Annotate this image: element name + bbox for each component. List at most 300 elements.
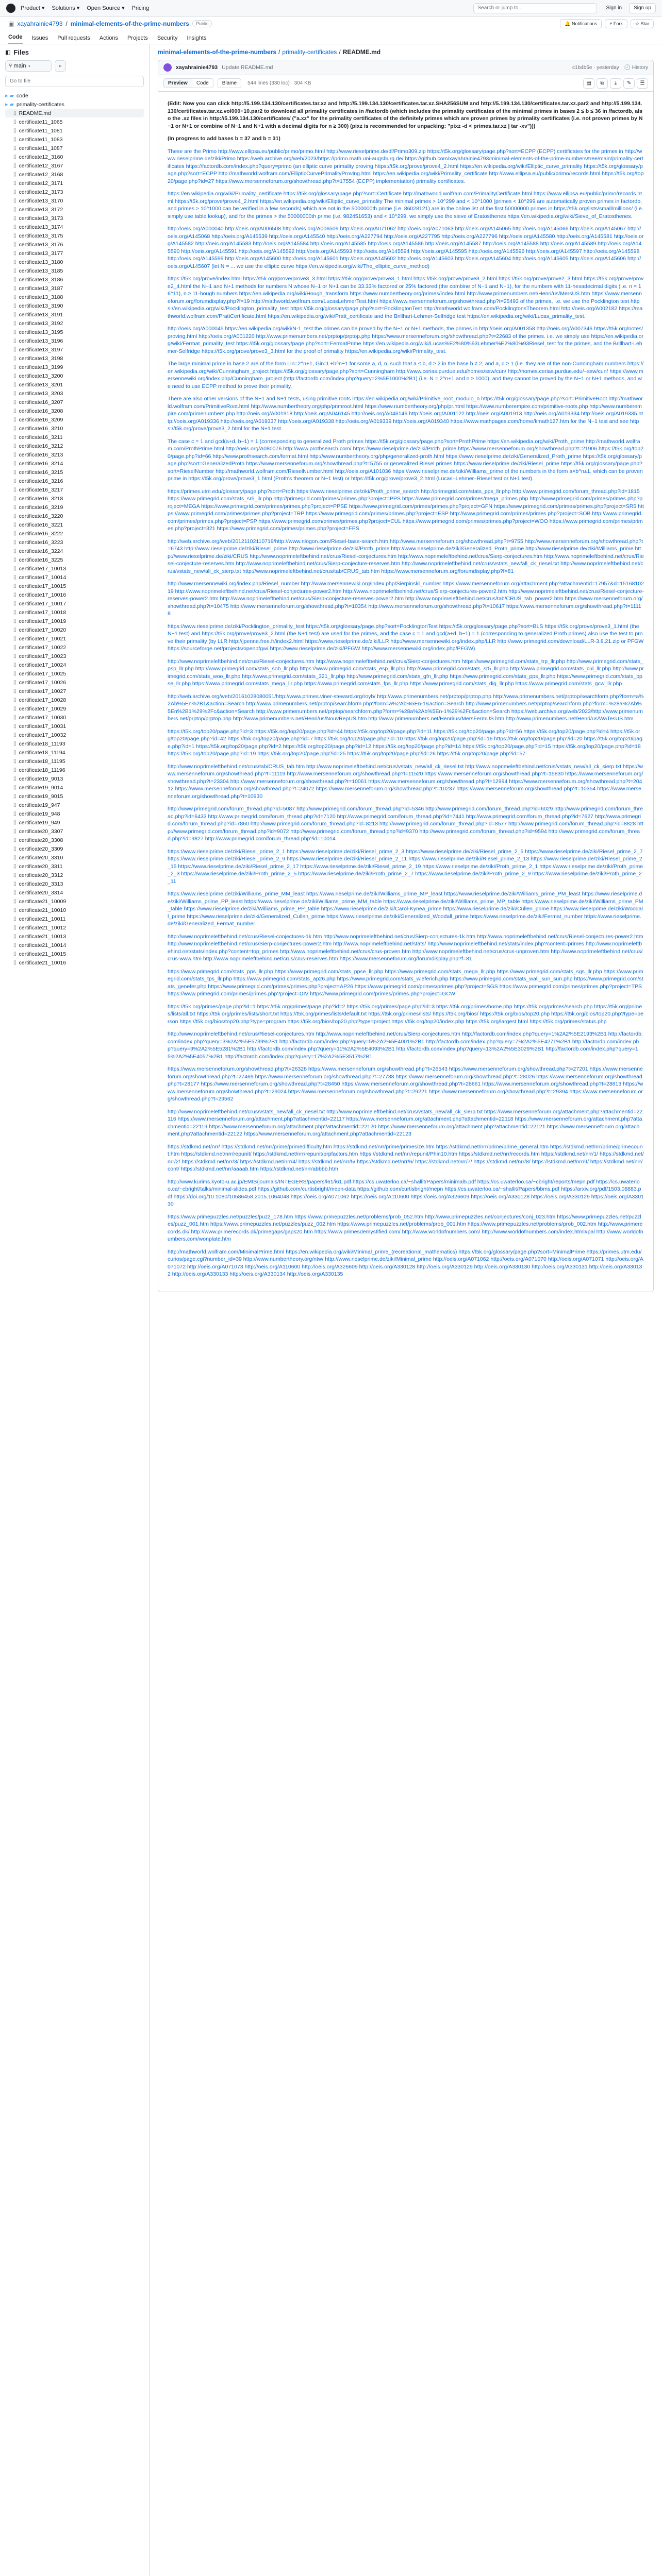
file-icon: ▯	[13, 137, 16, 142]
tree-file[interactable]	[5, 713, 144, 722]
tree-item-label: certificate17_10025	[19, 670, 67, 677]
tree-item-label: certificate16_3216	[19, 478, 63, 484]
tree-file[interactable]	[5, 179, 144, 188]
tree-file[interactable]	[5, 319, 144, 328]
tree-file[interactable]	[5, 748, 144, 757]
tab-actions[interactable]: Actions	[99, 35, 118, 41]
file-icon: ▯	[13, 268, 16, 274]
tree-item-label: certificate13_3180	[19, 259, 63, 265]
avatar[interactable]	[163, 63, 172, 72]
tree-item-label: certificate19_947	[19, 802, 60, 808]
file-icon: ▯	[13, 671, 16, 676]
tree-file[interactable]	[5, 170, 144, 179]
edit-icon[interactable]: ✎	[623, 78, 635, 89]
file-icon: ▯	[13, 233, 16, 239]
repo-name-link[interactable]: minimal-elements-of-the-prime-numbers	[70, 20, 189, 27]
file-icon: ▯	[13, 548, 16, 554]
file-icon: ▯	[13, 934, 16, 939]
file-icon: ▯	[13, 119, 16, 125]
tree-file[interactable]	[5, 923, 144, 932]
nav-open-source[interactable]: Open Source ▾	[87, 5, 125, 11]
tree-file[interactable]	[5, 529, 144, 538]
readme-paragraph: https://www.rieselprime.de/ziki/Pocklington_primality_test https://t5k.org/glossary/page.php?sort=PocklingtonTest https://t5k.org/glossary/page.php?sort=BLS https://t5k.org/prove/prove3_1.html (the N−1 test) and https://t5k.org/prove/prove3_2.html (the N+1 test) are used for the primes, and the case c = 1 and gcd(a+d, b−1) = 1 (corresponding to generalized Proth primes) also use the test to prove their primality (by LLR http://jpenne.free.fr/index2.html https://www.rieselprime.de/ziki/LLR http://www.mersennewiki.org/index.php/LLR http://www.primegrid.com/download/LLR-3.8.21.zip or PFGW https://sourceforge.net/projects/openpfgw/ https://www.rieselprime.de/ziki/PFGW http://www.mersennewiki.org/index.php/PFGW).	[168, 623, 644, 652]
file-icon: ▯	[13, 172, 16, 177]
file-icon: ▯	[13, 513, 16, 519]
file-icon: ▯	[13, 697, 16, 703]
tree-item-label: certificate18_11195	[19, 758, 65, 765]
tree-file[interactable]	[5, 196, 144, 205]
tree-file[interactable]	[5, 266, 144, 275]
tree-file[interactable]	[5, 450, 144, 459]
readme-paragraphs	[168, 148, 644, 1278]
tree-file[interactable]	[5, 573, 144, 582]
tree-item-label: certificate17_10032	[19, 732, 67, 738]
file-icon: ▯	[13, 741, 16, 747]
tree-item-label: certificate21_10016	[19, 959, 67, 966]
tree-item-label: certificate17_10013	[19, 565, 67, 572]
star-button[interactable]: ☆ Star	[631, 19, 654, 28]
readme-paragraph: http://www.kurims.kyoto-u.ac.jp/EMIS/journals/INTEGERS/papers/i61/i61.pdf https://cs.uwaterloo.ca/~shallit/Papers/minimal5.pdf https://cs.uwaterloo.ca/~cbright/reports/mepn.pdf https://cs.uwaterloo.ca/~cbright/talks/minimal-slides.pdf https://github.com/curtisbright/mepn-data https://github.com/curtisbright/mepn https://cs.uwaterloo.ca/~shallit/Papers/bbms.pdf https://arxiv.org/pdf/1503.08883.pdf https://doi.org/10.1080/10586458.2015.1064048 https://oeis.org/A071062 https://oeis.org/A110600 https://oeis.org/A326609 https://oeis.org/A330128 https://oeis.org/A330129 https://oeis.org/A330130	[168, 1178, 644, 1207]
tree-file[interactable]	[5, 109, 144, 117]
sign-in-link[interactable]: Sign in	[606, 5, 622, 11]
file-icon: ▯	[13, 522, 16, 528]
tree-item-label: certificate13_3177	[19, 250, 63, 257]
readme-paragraph: https://www.rieselprime.de/ziki/Riesel_prime_2_1 https://www.rieselprime.de/ziki/Riesel_prime_2_3 https://www.rieselprime.de/ziki/Riesel_prime_2_5 https://www.rieselprime.de/ziki/Riesel_prime_2_7 https://www.rieselprime.de/ziki/Riesel_prime_2_9 https://www.rieselprime.de/ziki/Riesel_prime_2_11 https://www.rieselprime.de/ziki/Riesel_prime_2_13 https://www.rieselprime.de/ziki/Riesel_prime_2_15 https://www.rieselprime.de/ziki/Riesel_prime_2_17 https://www.rieselprime.de/ziki/Riesel_prime_2_19 https://www.rieselprime.de/ziki/Proth_prime_2_1 https://www.rieselprime.de/ziki/Proth_prime_2_3 https://www.rieselprime.de/ziki/Proth_prime_2_5 https://www.rieselprime.de/ziki/Proth_prime_2_7 https://www.rieselprime.de/ziki/Proth_prime_2_9 https://www.rieselprime.de/ziki/Proth_prime_2_11	[168, 848, 643, 885]
main-content	[150, 44, 662, 2576]
tree-item-label: certificate21_10010	[19, 907, 67, 913]
tree-file[interactable]	[5, 739, 144, 748]
blame-button[interactable]: Blame	[218, 78, 241, 88]
tree-file[interactable]	[5, 345, 144, 354]
tree-file[interactable]	[5, 494, 144, 503]
readme-paragraph: http://www.mersennewiki.org/index.php/Riesel_number http://www.mersennewiki.org/index.php/Sierpinski_number https://www.mersenneforum.org/attachment.php?attachmentid=17957&d=1516810219 http://www.noprimeleftbehind.net/crus/Riesel-conjectures-power2.htm http://www.noprimeleftbehind.net/crus/Sierp-conjectures-power2.htm http://www.noprimeleftbehind.net/crus/Riesel-conjecture-reserves-power2.htm http://www.noprimeleftbehind.net/crus/Sierp-conjecture-reserves-power2.htm http://www.noprimeleftbehind.net/crus/tab/CRUS_tab_power2.htm https://www.mersenneforum.org/showthread.php?t=10475 http://www.mersenneforum.org/showthread.php?t=10354 http://www.mersenneforum.org/showthread.php?t=10617 https://www.mersenneforum.org/showthread.php?t=11118	[168, 581, 644, 617]
file-icon: ▯	[13, 128, 16, 133]
tree-file[interactable]	[5, 871, 144, 879]
tab-projects[interactable]: Projects	[127, 35, 148, 41]
tree-file[interactable]	[5, 144, 144, 152]
tree-item-label: README.md	[19, 110, 51, 116]
nav-solutions[interactable]: Solutions ▾	[52, 5, 80, 11]
file-icon: ▯	[13, 259, 16, 265]
tree-file[interactable]	[5, 520, 144, 529]
tree-file[interactable]	[5, 354, 144, 363]
tree-file[interactable]	[5, 477, 144, 485]
file-icon: ▯	[13, 242, 16, 247]
copy-icon[interactable]: ⧉	[597, 78, 608, 89]
tree-item-label: certificate11_1083	[19, 136, 63, 143]
tree-item-label: certificate17_10031	[19, 723, 67, 730]
file-icon: ▯	[13, 574, 16, 580]
tree-file[interactable]	[5, 468, 144, 477]
tree-file[interactable]	[5, 161, 144, 170]
file-icon: ▯	[13, 846, 16, 852]
tree-file[interactable]	[5, 258, 144, 266]
tree-item-label: certificate21_10012	[19, 924, 67, 931]
tree-file[interactable]	[5, 617, 144, 625]
tree-item-label: certificate17_10021	[19, 635, 67, 642]
tree-file[interactable]	[5, 135, 144, 144]
tree-file[interactable]	[5, 152, 144, 161]
file-icon: ▯	[13, 312, 16, 317]
tree-file[interactable]	[5, 310, 144, 319]
folder-icon: ▸ ▰	[5, 101, 14, 108]
file-icon: ▯	[13, 355, 16, 361]
tree-file[interactable]	[5, 836, 144, 844]
tree-item-label: certificate17_10026	[19, 679, 67, 686]
tree-file[interactable]	[5, 117, 144, 126]
repo-icon: ▣	[8, 20, 14, 27]
tree-item-label: certificate13_3197	[19, 346, 63, 353]
repo-tabs	[0, 31, 662, 44]
file-icon: ▯	[13, 601, 16, 606]
file-icon: ▯	[13, 802, 16, 808]
readme-paragraph: The case c = 1 and gcd(a+d, b−1) = 1 (corresponding to generalized Proth primes https://t5k.org/glossary/page.php?sort=ProthPrime https://en.wikipedia.org/wiki/Proth_prime http://mathworld.wolfram.com/ProthPrime.html http://oeis.org/A080076 http://www.prothsearch.com/ https://www.rieselprime.de/ziki/Proth_prime https://www.mersenneforum.org/showthread.php?t=21906 https://t5k.org/top20/page.php?id=66 http://www.prothsearch.com/fermat.html http://www.numbertheory.org/php/generalized-proth.html https://www.rieselprime.de/ziki/Generalized_Proth_prime https://t5k.org/glossary/page.php?sort=GeneralizedProth https://www.mersenneforum.org/showthread.php?t=5755 or generalized Riesel primes https://www.rieselprime.de/ziki/Riesel_prime https://t5k.org/glossary/page.php?sort=RieselNumber http://mathworld.wolfram.com/RieselNumber.html http://oeis.org/A101036 https://www.rieselprime.de/ziki/Williams_prime of the numbers in the form a×b^n±1, which can be proven prime in https://t5k.org/prove/prove3_1.html (Proth's theorem or N−1 test) or https://t5k.org/prove/prove3_2.html (Lucas–Lehmer–Riesel test or N+1 test).	[168, 438, 643, 482]
breadcrumb	[158, 48, 654, 56]
file-icon: ▯	[13, 539, 16, 545]
file-icon: ▯	[13, 785, 16, 790]
tree-file[interactable]	[5, 293, 144, 301]
tab-security[interactable]: Security	[157, 35, 178, 41]
tree-file[interactable]	[5, 249, 144, 258]
tree-item-label: code	[16, 92, 28, 99]
tree-file[interactable]	[5, 932, 144, 941]
tree-file[interactable]	[5, 275, 144, 284]
tree-file[interactable]	[5, 406, 144, 415]
tree-file[interactable]	[5, 941, 144, 950]
download-icon[interactable]: ⤓	[610, 78, 621, 89]
tree-item-label: certificate11_1081	[19, 127, 63, 134]
file-icon: ▯	[13, 776, 16, 782]
tree-file[interactable]	[5, 687, 144, 696]
tree-file[interactable]	[5, 792, 144, 801]
tree-item-label: certificate21_10015	[19, 951, 67, 957]
tree-item-label: certificate17_10029	[19, 705, 67, 712]
tree-folder[interactable]	[5, 100, 144, 109]
tree-file[interactable]	[5, 888, 144, 897]
readme-paragraph: https://t5k.org/primes/page.php?id=1 https://t5k.org/primes/page.php?id=2 https://t5k.org/primes/page.php?id=3 https://t5k.org/primes/home.php https://t5k.org/primes/search.php https://t5k.org/primes/lists/all.txt https://t5k.org/primes/lists/short.txt https://t5k.org/primes/lists/default.txt https://t5k.org/primes/lists/ https://t5k.org/bios/ https://t5k.org/bios/top20.php https://t5k.org/bios/top20.php?type=person https://t5k.org/bios/top20.php?type=program https://t5k.org/bios/top20.php?type=project https://t5k.org/top20/index.php https://t5k.org/largest.html https://t5k.org/primes/status.php	[168, 1003, 643, 1025]
file-icon: ▯	[13, 951, 16, 957]
tree-item-label: certificate16_3225	[19, 556, 63, 563]
github-logo-icon[interactable]	[6, 4, 15, 13]
file-icon: ▯	[13, 899, 16, 904]
tree-item-label: certificate11_1087	[19, 145, 63, 151]
readme-paragraph: http://www.noprimeleftbehind.net/crus/Riesel-conjectures.htm http://www.noprimeleftbehind.net/crus/Sierp-conjectures.htm http://factordb.com/index.php?query=1%2A2%5E2193%2B1 http://factordb.com/index.php?query=3%2A2%5E5739%2B1 http://factordb.com/index.php?query=5%2A2%5E4001%2B1 http://factordb.com/index.php?query=7%2A2%5E4271%2B1 http://factordb.com/index.php?query=9%2A2%5E5281%2B1 http://factordb.com/index.php?query=11%2A2%5E4093%2B1 http://factordb.com/index.php?query=13%2A2%5E3029%2B1 http://factordb.com/index.php?query=15%2A2%5E4057%2B1 http://factordb.com/index.php?query=17%2A2%5E3517%2B1	[168, 1031, 643, 1060]
tree-item-label: certificate13_3176	[19, 241, 63, 248]
file-icon: ▯	[13, 347, 16, 352]
file-icon: ▯	[13, 960, 16, 965]
tree-file[interactable]	[5, 205, 144, 214]
file-icon: ▯	[13, 653, 16, 659]
tree-item-label: certificate13_3198	[19, 355, 63, 362]
file-icon: ▯	[13, 145, 16, 151]
readme-paragraph: The large minimal prime in base 2 are of the form Lin=2^n+1, Gin=L+b^n−1 for some a, d, n, such that a ≤ b, d ≥ 2 in the base b ≠ 2, and a, d ≥ 1 (i.e. they are of the non-Cunningham numbers https://en.wikipedia.org/wiki/Cunningham_project https://t5k.org/glossary/page.php?sort=Cunningham http://www.cerias.purdue.edu/homes/ssw/cun/ http://homes.cerias.purdue.edu/~ssw/cun/ https://www.mersennewiki.org/index.php/Cunningham_project (http://factordb.com/index.php?query=2%5E1000%2B1) (i.e. N = 2^n+1 and n ≥ 1000), and they cannot be proved by the N−1 or N+1 methods, and we need to use ECPP method to prove their primality.	[168, 361, 644, 389]
sign-up-button[interactable]: Sign up	[629, 3, 656, 13]
tree-file[interactable]	[5, 459, 144, 468]
breadcrumb-sep: /	[278, 48, 280, 56]
search-icon[interactable]: ⌕	[55, 60, 66, 72]
readme-paragraph: http://web.archive.org/web/20121102110719/http://www.nlogon.com/Riesel-base-search.htm http://www.mersenneforum.org/showthread.php?t=9755 http://www.mersenneforum.org/showthread.php?t=6743 http://www.rieselprime.de/ziki/Riesel_prime http://www.rieselprime.de/ziki/Proth_prime http://www.rieselprime.de/ziki/Generalized_Proth_prime http://www.rieselprime.de/ziki/Williams_prime http://www.rieselprime.de/ziki/CRUS http://www.noprimeleftbehind.net/crus/Riesel-conjectures.htm http://www.noprimeleftbehind.net/crus/Sierp-conjectures.htm http://www.noprimeleftbehind.net/crus/Riesel-conjecture-reserves.htm http://www.noprimeleftbehind.net/crus/Sierp-conjecture-reserves.htm http://www.noprimeleftbehind.net/crus/vstats_new/all_ck_riesel.txt http://www.noprimeleftbehind.net/crus/vstats_new/all_ck_sierp.txt http://www.noprimeleftbehind.net/crus/tab/CRUS_tab.htm https://www.mersenneforum.org/forumdisplay.php?f=81	[168, 538, 644, 574]
file-icon: ▯	[13, 793, 16, 799]
readme-intro: (Edit: Now you can click http://5.199.134.130/certificates.tar.xz and http://5.199.134.130/certificates.tar.xz.SHA256SUM and http://5.199.134.130/certificates.tar.xz.par2 and http://5.199.134.130/certificates.tar.xz.vol000+10.par2 to download all primality certificates in /factordb (which includes the primality certificates of the minimal primes in bases 2 ≤ b ≤ 36 in /factordb, also the .xz files in http://5.199.134.130/certificates/ ("a.xz" for the primality certificates of the definitely primes which are proven primes by primality certificates (i.e. not proven primes by N−1 or N+1 or combine of N−1 and N+1 with a decimal digits for n ≥ 300) (pixz is recommended for unpacking: "pixz -d < primes.tar.xz | tar -xv")))	[168, 100, 643, 129]
readme-paragraph: https://en.wikipedia.org/wiki/Primality_certificate https://t5k.org/glossary/page.php?sort=Certificate http://mathworld.wolfram.com/PrimalityCertificate.html https://www.ellipsa.eu/public/primo/records.html https://t5k.org/prove/prove4_2.html https://en.wikipedia.org/wiki/Elliptic_curve_primality The minimal primes > 10^299 and < 10^1000 (primes < 10^299 are automatically proven primes in factordb, and primes > 10^1000 can be verified in a few seconds) which are not in the 5000000th prime (i.e. 86028121) are in the online list of the first 50000000 primes in https://t5k.org/lists/small/millions/ (i.e. simply use table lookup), and for the primes > the 50000000th prime (i.e. 982451653) and < 10^299, we simply use the sieve of Eratosthenes https://en.wikipedia.org/wiki/Sieve_of_Eratosthenes.	[168, 191, 643, 219]
tree-item-label: certificate13_3191	[19, 311, 63, 318]
tree-file[interactable]	[5, 660, 144, 669]
tree-item-label: certificate16_3221	[19, 521, 63, 528]
file-icon: ▯	[13, 863, 16, 869]
repo-owner-link[interactable]: xayahrainie4793	[17, 20, 63, 27]
tab-code[interactable]: Code	[8, 34, 23, 44]
file-tree	[5, 91, 144, 967]
tree-file[interactable]	[5, 652, 144, 660]
tree-file[interactable]	[5, 214, 144, 223]
tree-item-label: certificate16_3210	[19, 425, 63, 432]
tree-file[interactable]	[5, 328, 144, 336]
readme-paragraph: http://oeis.org/A000045 https://en.wikipedia.org/wiki/N-1_test the primes can be proved by the N−1 or N+1 methods, the primes in http://oeis.org/A001358 http://oeis.org/A007346 https://t5k.org/notes/proving.html http://oeis.org/A001220 http://www.primenumbers.net/prptop/prptop.php https://www.mersenneforum.org/showthread.php?t=22683 of the primes. i.e. we simply use https://en.wikipedia.org/wiki/Fermat_primality_test https://t5k.org/glossary/page.php?sort=FermatPrime https://en.wikipedia.org/wiki/Lucas%E2%80%93Lehmer%E2%80%93Riesel_test for the primes, and the Brillhart-Lehmer-Selfridge https://t5k.org/prove/prove3_3.html for the proof of primality https://en.wikipedia.org/wiki/Primality_test.	[168, 326, 644, 354]
code-button[interactable]: Code	[192, 78, 213, 88]
file-icon: ▯	[13, 750, 16, 755]
latest-commit-bar	[158, 60, 654, 75]
tree-file[interactable]	[5, 424, 144, 433]
tree-file[interactable]	[5, 188, 144, 196]
tab-insights[interactable]: Insights	[187, 35, 207, 41]
tree-file[interactable]	[5, 363, 144, 371]
tree-item-label: certificate11_1065	[19, 118, 63, 125]
branch-select[interactable]: ⑂ main ▾	[5, 60, 52, 72]
site-nav	[21, 5, 149, 11]
preview-button[interactable]: Preview	[163, 78, 192, 88]
tree-item-label: certificate16_3223	[19, 539, 63, 546]
readme-content	[158, 92, 653, 1292]
tree-item-label: certificate17_10019	[19, 618, 67, 624]
tree-file[interactable]	[5, 512, 144, 520]
tree-item-label: certificate16_3217	[19, 486, 63, 493]
tree-file[interactable]	[5, 774, 144, 783]
tree-item-label: certificate13_3192	[19, 320, 63, 327]
tree-item-label: certificate13_3175	[19, 232, 63, 239]
tree-item-label: certificate16_3222	[19, 530, 63, 537]
tree-file[interactable]	[5, 722, 144, 731]
tree-file[interactable]	[5, 126, 144, 135]
commit-author[interactable]: xayahrainie4793	[176, 64, 218, 71]
breadcrumb-repo[interactable]: minimal-elements-of-the-prime-numbers	[158, 48, 277, 56]
nav-pricing[interactable]: Pricing	[131, 5, 150, 11]
folder-icon: ▸ ▰	[5, 93, 14, 99]
tree-file[interactable]	[5, 389, 144, 398]
readme-paragraph: https://t5k.org/prove/index.html https://t5k.org/prove/prove3_3.html https://t5k.org/prove/prove3_1.html https://t5k.org/prove/prove3_2.html https://t5k.org/prove/prove2_3.html https://t5k.org/prove/prove2_4.html the N−1 and N+1 methods for numbers N whose N−1 or N+1 can be 33.33% factored or 25% factored (the combine of N−1 and N+1), for the numbers with 11-hexadecimal digits (i.e. n = 16^11), n ≥ 11-hough numbers https://en.wikipedia.org/wiki/Hough_transform https://www.numbertheory.org/primes/index.html http://www.primenumbers.net/Henri/us/MersUS.htm https://www.mersenneforum.org/forumdisplay.php?f=19 http://mathworld.wolfram.com/LucasLehmerTest.html https://www.mersenneforum.org/showthread.php?t=25493 of the primes, i.e. we use the Pocklington test https://en.wikipedia.org/wiki/Pocklington_primality_test https://t5k.org/glossary/page.php?sort=PocklingtonTest http://mathworld.wolfram.com/PocklingtonsTheorem.html http://oeis.org/A002182 https://mathworld.wolfram.com/PrattCertificate.html https://en.wikipedia.org/wiki/Pratt_certificate and the Brillhart-Lehmer-Selfridge test https://en.wikipedia.org/wiki/Lucas_primality_test.	[168, 276, 644, 319]
sidebar-collapse-icon[interactable]: ◧	[5, 49, 11, 56]
site-header	[0, 0, 662, 16]
readme-paragraph: http://www.noprimeleftbehind.net/crus/Riesel-conjectures-1k.htm http://www.noprimeleftbehind.net/crus/Sierp-conjectures-1k.htm http://www.noprimeleftbehind.net/crus/Riesel-conjectures-power2.htm http://www.noprimeleftbehind.net/crus/Sierp-conjectures-power2.htm http://www.noprimeleftbehind.net/stats/ http://www.noprimeleftbehind.net/stats/index.php?content=primes http://www.noprimeleftbehind.net/stats/index.php?content=top_primes http://www.noprimeleftbehind.net/crus/crus-proven.htm http://www.noprimeleftbehind.net/crus/crus-unproven.htm http://www.noprimeleftbehind.net/crus/crus-www.htm http://www.noprimeleftbehind.net/crus/crus-reserves.htm https://www.mersenneforum.org/forumdisplay.php?f=81	[168, 933, 643, 962]
tree-file[interactable]	[5, 914, 144, 923]
file-icon: ▯	[13, 680, 16, 685]
file-icon: ▯	[13, 285, 16, 291]
file-icon: ▯	[13, 662, 16, 668]
tree-item-label: certificate17_10017	[19, 600, 67, 607]
file-icon: ▯	[13, 215, 16, 221]
tree-file[interactable]	[5, 415, 144, 424]
file-icon: ▯	[13, 645, 16, 650]
outline-icon[interactable]: ☰	[637, 78, 648, 89]
tree-file[interactable]	[5, 590, 144, 599]
fork-button[interactable]: ⑂ Fork	[605, 19, 627, 28]
tree-file[interactable]	[5, 897, 144, 906]
tree-file[interactable]	[5, 950, 144, 958]
file-icon: ▯	[13, 364, 16, 370]
tree-item-label: certificate19_9015	[19, 793, 63, 800]
tree-file[interactable]	[5, 564, 144, 573]
tree-file[interactable]	[5, 485, 144, 494]
readme-paragraph: https://www.mersenneforum.org/showthread.php?t=26328 https://www.mersenneforum.org/showthread.php?t=26543 https://www.mersenneforum.org/showthread.php?t=27201 https://www.mersenneforum.org/showthread.php?t=27469 https://www.mersenneforum.org/showthread.php?t=27738 https://www.mersenneforum.org/showthread.php?t=28026 https://www.mersenneforum.org/showthread.php?t=28177 https://www.mersenneforum.org/showthread.php?t=28450 https://www.mersenneforum.org/showthread.php?t=28661 https://www.mersenneforum.org/showthread.php?t=28813 https://www.mersenneforum.org/showthread.php?t=29024 https://www.mersenneforum.org/showthread.php?t=29221 https://www.mersenneforum.org/showthread.php?t=29394 https://www.mersenneforum.org/showthread.php?t=29562	[168, 1066, 644, 1102]
file-icon: ▯	[13, 636, 16, 641]
breadcrumb-file: README.md	[342, 48, 381, 56]
file-icon: ▯	[13, 618, 16, 624]
tree-item-label: certificate20_3312	[19, 872, 63, 878]
nav-product[interactable]: Product ▾	[21, 5, 45, 11]
file-toolbar	[158, 75, 653, 92]
tree-file[interactable]	[5, 844, 144, 853]
tree-item-label: certificate17_10018	[19, 609, 67, 616]
tree-item-label: certificate20_3309	[19, 845, 63, 852]
tree-file[interactable]	[5, 371, 144, 380]
tree-file[interactable]	[5, 696, 144, 704]
go-to-file-input[interactable]: Go to file	[5, 76, 144, 87]
tree-item-label: certificate13_3201	[19, 381, 63, 388]
repo-separator: /	[65, 20, 68, 27]
file-icon: ▯	[13, 627, 16, 633]
visibility-badge: Public	[192, 20, 212, 27]
tree-file[interactable]	[5, 433, 144, 442]
tree-item-label: certificate18_11194	[19, 749, 65, 756]
commit-hash[interactable]: c1b4b5e · yesterday	[572, 64, 619, 71]
tab-issues[interactable]: Issues	[31, 35, 48, 41]
file-icon: ▯	[13, 277, 16, 282]
file-icon: ▯	[13, 461, 16, 466]
file-icon: ▯	[13, 828, 16, 834]
file-icon: ▯	[13, 688, 16, 694]
tree-file[interactable]	[5, 958, 144, 967]
repo-header	[0, 16, 662, 31]
tree-file[interactable]	[5, 608, 144, 617]
tree-item-label: certificate19_9013	[19, 775, 63, 782]
tree-item-label: certificate13_3186	[19, 276, 63, 283]
tree-file[interactable]	[5, 853, 144, 862]
tree-file[interactable]	[5, 906, 144, 914]
tree-file[interactable]	[5, 223, 144, 231]
file-icon: ▯	[13, 925, 16, 930]
tree-item-label: certificate16_3207	[19, 399, 63, 405]
tree-file[interactable]	[5, 704, 144, 713]
file-icon: ▯	[13, 942, 16, 948]
tree-file[interactable]	[5, 818, 144, 827]
tree-file[interactable]	[5, 766, 144, 774]
tree-item-label: certificate16_3209	[19, 416, 63, 423]
tree-file[interactable]	[5, 301, 144, 310]
breadcrumb-sep: /	[339, 48, 341, 56]
tree-item-label: certificate21_10013	[19, 933, 67, 940]
tree-file[interactable]	[5, 643, 144, 652]
tree-file[interactable]	[5, 284, 144, 293]
tree-file[interactable]	[5, 879, 144, 888]
file-icon: ▯	[13, 338, 16, 344]
commit-message[interactable]: Update README.md	[222, 64, 273, 71]
readme-progress-note: (In progress to add bases b = 37 and b = 31)	[168, 135, 280, 142]
readme-paragraph: https://www.primegrid.com/stats_pps_llr.php https://www.primegrid.com/stats_ppse_llr.php https://www.primegrid.com/stats_mega_llr.php https://www.primegrid.com/stats_sgs_llr.php https://www.primegrid.com/stats_tps_llr.php https://www.primegrid.com/stats_ap26.php https://www.primegrid.com/stats_wieferich.php https://www.primegrid.com/stats_wall_sun_sun.php https://www.primegrid.com/stats_genefer.php https://www.primegrid.com/primes/primes.php?project=AP26 https://www.primegrid.com/primes/primes.php?project=SGS https://www.primegrid.com/primes/primes.php?project=TPS https://www.primegrid.com/primes/primes.php?project=DIV https://www.primegrid.com/primes/primes.php?project=GCW	[168, 968, 643, 997]
tree-file[interactable]	[5, 336, 144, 345]
global-search-input[interactable]: Search or jump to...	[473, 3, 597, 13]
readme-paragraph: http://www.noprimeleftbehind.net/crus/Riesel-conjectures.htm http://www.noprimeleftbehind.net/crus/Sierp-conjectures.htm https://www.primegrid.com/stats_trp_llr.php http://www.primegrid.com/stats_psp_llr.php http://www.primegrid.com/stats_sob_llr.php https://www.primegrid.com/stats_esp_llr.php http://www.primegrid.com/stats_sr5_llr.php http://www.primegrid.com/stats_cul_llr.php http://www.primegrid.com/stats_woo_llr.php http://www.primegrid.com/stats_321_llr.php http://www.primegrid.com/stats_gfn_llr.php https://www.primegrid.com/stats_pps_llr.php https://www.primegrid.com/stats_ppse_llr.php https://www.primegrid.com/stats_mega_llr.php https://www.primegrid.com/stats_fps_llr.php https://www.primegrid.com/stats_dig_llr.php https://www.primegrid.com/stats_gcw_llr.php	[168, 658, 644, 687]
tree-file[interactable]	[5, 503, 144, 512]
file-icon: ▯	[13, 434, 16, 440]
tree-file[interactable]	[5, 783, 144, 792]
history-link[interactable]: 🕘 History	[624, 64, 648, 71]
tree-file[interactable]	[5, 240, 144, 249]
tree-file[interactable]	[5, 582, 144, 590]
tree-file[interactable]	[5, 442, 144, 450]
file-icon: ▯	[13, 207, 16, 212]
readme-paragraph: http://www.noprimeleftbehind.net/crus/tab/CRUS_tab.htm http://www.noprimeleftbehind.net/crus/vstats_new/all_ck_riesel.txt http://www.noprimeleftbehind.net/crus/vstats_new/all_ck_sierp.txt https://www.mersenneforum.org/showthread.php?t=11119 http://www.mersenneforum.org/showthread.php?t=11520 https://www.mersenneforum.org/showthread.php?t=15830 https://www.mersenneforum.org/showthread.php?t=23304 http://www.mersenneforum.org/showthread.php?t=10061 https://www.mersenneforum.org/showthread.php?t=12994 https://www.mersenneforum.org/showthread.php?t=20412 https://www.mersenneforum.org/showthread.php?t=24072 https://www.mersenneforum.org/showthread.php?t=10237 https://www.mersenneforum.org/showthread.php?t=10354 https://www.mersenneforum.org/showthread.php?t=10930	[168, 763, 643, 800]
tree-file[interactable]	[5, 547, 144, 555]
readme-paragraph: http://web.archive.org/web/20161028080051/http://www.primes.viner-steward.org/royb/ http://www.primenumbers.net/prptop/prptop.php http://www.primenumbers.net/prptop/searchform.php?form=a%2Ab%5En%2B1&action=Search http://www.primenumbers.net/prptop/searchform.php?form=a%2Ab%5En-1&action=Search http://www.primenumbers.net/prptop/searchform.php?form=%28a%2Ab%5En%2B1%29%2Fc&action=Search http://www.primenumbers.net/prptop/searchform.php?form=%28a%2Ab%5En-1%29%2Fc&action=Search https://web.archive.org/web/2023/http://www.primenumbers.net/prptop/prptop.php http://www.primenumbers.net/Henri/us/NouvRepUS.htm http://www.primenumbers.net/Henri/us/MersFermUS.htm http://www.primenumbers.net/Henri/us/WaTesUS.htm	[168, 693, 644, 722]
file-icon: ▯	[13, 329, 16, 335]
file-icon: ▯	[13, 189, 16, 195]
file-icon: ▯	[13, 715, 16, 720]
tree-file[interactable]	[5, 731, 144, 739]
tree-file[interactable]	[5, 599, 144, 608]
tree-file[interactable]	[5, 555, 144, 564]
tree-file[interactable]	[5, 801, 144, 809]
tree-item-label: certificate13_3200	[19, 372, 63, 379]
tree-item-label: certificate13_3199	[19, 364, 63, 370]
tree-file[interactable]	[5, 231, 144, 240]
tree-file[interactable]	[5, 827, 144, 836]
file-icon: ▯	[13, 469, 16, 475]
breadcrumb-folder[interactable]: primality-certificates	[282, 48, 337, 56]
tree-file[interactable]	[5, 538, 144, 547]
file-icon: ▯	[13, 566, 16, 571]
file-size-meta: 544 lines (330 loc) · 304 KB	[247, 80, 311, 86]
tree-file[interactable]	[5, 380, 144, 389]
tree-file[interactable]	[5, 862, 144, 871]
file-icon: ▯	[13, 916, 16, 922]
file-icon: ▯	[13, 837, 16, 843]
tree-item-label: certificate20_3313	[19, 880, 63, 887]
tree-file[interactable]	[5, 669, 144, 678]
tree-item-label: certificate16_3215	[19, 469, 63, 476]
file-icon: ▯	[13, 723, 16, 729]
tree-item-label: certificate13_3170	[19, 197, 63, 204]
file-icon: ▯	[13, 110, 16, 116]
raw-icon[interactable]: ▤	[583, 78, 594, 89]
notifications-button[interactable]: 🔔 Notifications	[560, 19, 602, 28]
tree-file[interactable]	[5, 678, 144, 687]
tree-file[interactable]	[5, 757, 144, 766]
tree-item-label: certificate13_3172	[19, 206, 63, 213]
tree-file[interactable]	[5, 625, 144, 634]
tab-pull-requests[interactable]: Pull requests	[57, 35, 90, 41]
file-icon: ▯	[13, 426, 16, 431]
tree-file[interactable]	[5, 398, 144, 406]
tree-file[interactable]	[5, 634, 144, 643]
tree-item-label: certificate17_10023	[19, 653, 67, 659]
tree-item-label: certificate17_10014	[19, 574, 67, 581]
tree-item-label: certificate19_948	[19, 810, 60, 817]
readme-paragraph: http://mathworld.wolfram.com/MinimalPrime.html https://en.wikipedia.org/wiki/Minimal_prime_(recreational_mathematics) https://t5k.org/glossary/page.php?sort=MinimalPrime https://primes.utm.edu/curios/page.cgi?number_id=39 http://www.numbertheory.org/ntw/ http://www.rieselprime.de/ziki/Minimal_prime http://oeis.org/A071062 http://oeis.org/A071070 http://oeis.org/A071071 http://oeis.org/A071072 http://oeis.org/A071073 http://oeis.org/A110600 http://oeis.org/A326609 http://oeis.org/A330128 http://oeis.org/A330129 http://oeis.org/A330130 http://oeis.org/A330131 http://oeis.org/A330132 http://oeis.org/A330133 http://oeis.org/A330134 http://oeis.org/A330135	[168, 1248, 643, 1277]
file-icon: ▯	[13, 198, 16, 204]
readme-paragraph: There are also other versions of the N−1 and N+1 tests, using primitive roots https://en.wikipedia.org/wiki/Primitive_root_modulo_n https://t5k.org/glossary/page.php?sort=PrimitiveRoot http://mathworld.wolfram.com/PrimitiveRoot.html http://www.numbertheory.org/php/primroot.html https://www.numbertheory.org/php/pr.html https://www.numberempire.com/primitive-roots.php http://www.numberempire.com/primenumbers.php http://oeis.org/A001918 http://oeis.org/A046145 http://oeis.org/A046146 http://oeis.org/A001122 http://oeis.org/A001913 http://oeis.org/A019334 http://oeis.org/A019335 http://oeis.org/A019336 http://oeis.org/A019337 http://oeis.org/A019338 http://oeis.org/A019339 http://oeis.org/A019340 https://www.mathpages.com/home/kmath127.htm for the N−1 test and see https://t5k.org/prove/prove3_2.html for the N+1 test.	[168, 396, 643, 432]
tree-folder[interactable]	[5, 91, 144, 100]
tree-file[interactable]	[5, 809, 144, 818]
tree-item-label: certificate20_3314	[19, 889, 63, 896]
